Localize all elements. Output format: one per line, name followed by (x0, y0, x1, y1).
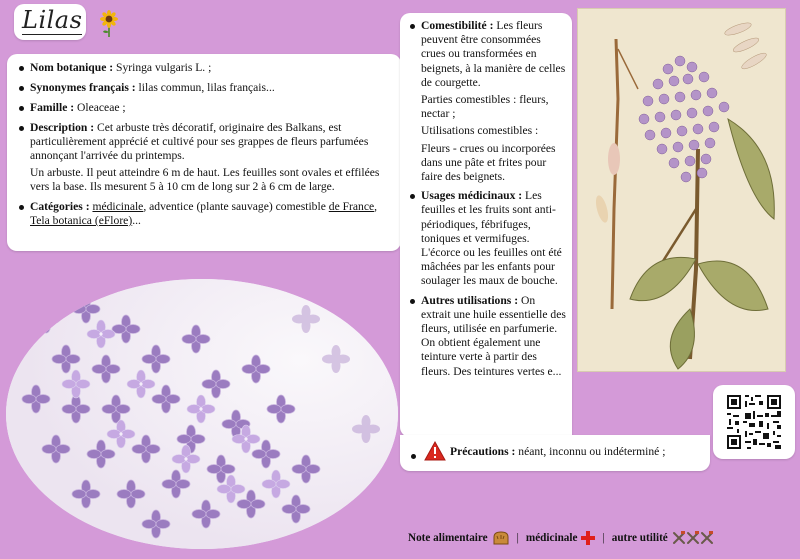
synonyms-value: lilas commun, lilas français... (138, 81, 275, 94)
category-link-medicinale[interactable]: médicinale (92, 200, 144, 213)
footer-separator-1: | (516, 532, 519, 544)
lilac-photo (6, 279, 398, 549)
lilac-botanical-plate (578, 9, 786, 372)
other-utility-label: autre utilité (611, 532, 668, 544)
medical-uses-value: Les feuilles et les fruits sont anti-périodiques, fébrifuges, toniques et vermifuges. L'écorce ou les feuilles ont été mâchées par les enfants pour soulager les maux de bouche. (421, 189, 562, 288)
info-list (17, 61, 391, 228)
page-title: Lilas (22, 6, 83, 34)
precautions-item (409, 441, 704, 461)
description-label: Description : (30, 121, 95, 134)
description-item (17, 121, 391, 194)
edibility-label: Comestibilité : (421, 19, 494, 32)
precautions-label: Précautions : (450, 444, 516, 458)
edible-uses-detail: Fleurs - crues ou incorporées dans une pâte et frites pour faire des beignets. (421, 141, 556, 184)
description-extra: Un arbuste. Il peut atteindre 6 m de haut. Les feuilles sont ovales et effilées vers la base. Ils mesurent 5 à 10 cm de long sur 2 à 6 cm de large. (30, 166, 380, 193)
uses-list (409, 19, 566, 379)
precautions-list (409, 441, 704, 461)
botanical-label: Nom botanique : (30, 61, 114, 74)
botanical-illustration (577, 8, 786, 372)
other-uses-label: Autres utilisations : (421, 293, 519, 307)
lilac-flowers-image (6, 279, 398, 549)
footer-separator-2: | (602, 532, 605, 544)
medicinal-label: médicinale (525, 532, 578, 544)
warning-icon (424, 441, 446, 461)
synonyms-label: Synonymes français : (30, 81, 136, 94)
categories-end: ... (132, 214, 141, 227)
botanical-name-item (17, 61, 391, 75)
category-link-france[interactable]: de France (328, 200, 375, 213)
other-uses-item (409, 294, 566, 379)
family-item (17, 101, 391, 115)
bread-icon (492, 531, 510, 545)
categories-label: Catégories : (30, 200, 90, 213)
medical-uses-item (409, 189, 566, 288)
footer-legend (408, 531, 716, 545)
edible-parts: Parties comestibles : fleurs, nectar ; (421, 93, 549, 121)
precautions-card (400, 435, 710, 471)
tools-icon (672, 531, 716, 545)
edibility-value: Les fleurs peuvent être consommées crues ou transformées en beignets, à la manière de celles de courgette. (421, 19, 566, 89)
family-value: Oleaceae ; (77, 101, 126, 114)
categories-item: Catégories : médicinale, adventice (plante sauvage) comestible de France, Tela botanica (eFlore)... (17, 200, 391, 228)
categories-text: , adventice (plante sauvage) comestible (143, 200, 326, 213)
description-value: Cet arbuste très décoratif, originaire des Balkans, est particulièrement apprécié et cultivé pour ses grappes de fleurs parfumées annonçant l'arrivée du printemps. (30, 121, 369, 162)
qr-code-icon[interactable] (725, 393, 783, 451)
info-card (7, 54, 401, 251)
precautions-value: néant, inconnu ou indéterminé ; (518, 444, 666, 458)
category-link-tela-botanica[interactable]: Tela botanica (eFlore) (30, 214, 133, 227)
sunflower-icon (98, 10, 120, 38)
title-card (14, 4, 86, 40)
family-label: Famille : (30, 101, 75, 114)
food-note-label: Note alimentaire (408, 532, 488, 544)
edibility-item (409, 19, 566, 184)
synonyms-item (17, 81, 391, 95)
botanical-value: Syringa vulgaris L. ; (116, 61, 212, 74)
uses-card (400, 13, 572, 437)
red-cross-icon (581, 531, 595, 545)
other-uses-value: On extrait une huile essentielle des fleurs, utilisée en parfumerie. On obtient également une teinture verte à partir des fleurs. Des teintures vertes e... (421, 293, 566, 378)
edible-uses-label: Utilisations comestibles : (421, 124, 539, 138)
medical-uses-label: Usages médicinaux : (421, 189, 523, 203)
qr-card (713, 385, 795, 459)
